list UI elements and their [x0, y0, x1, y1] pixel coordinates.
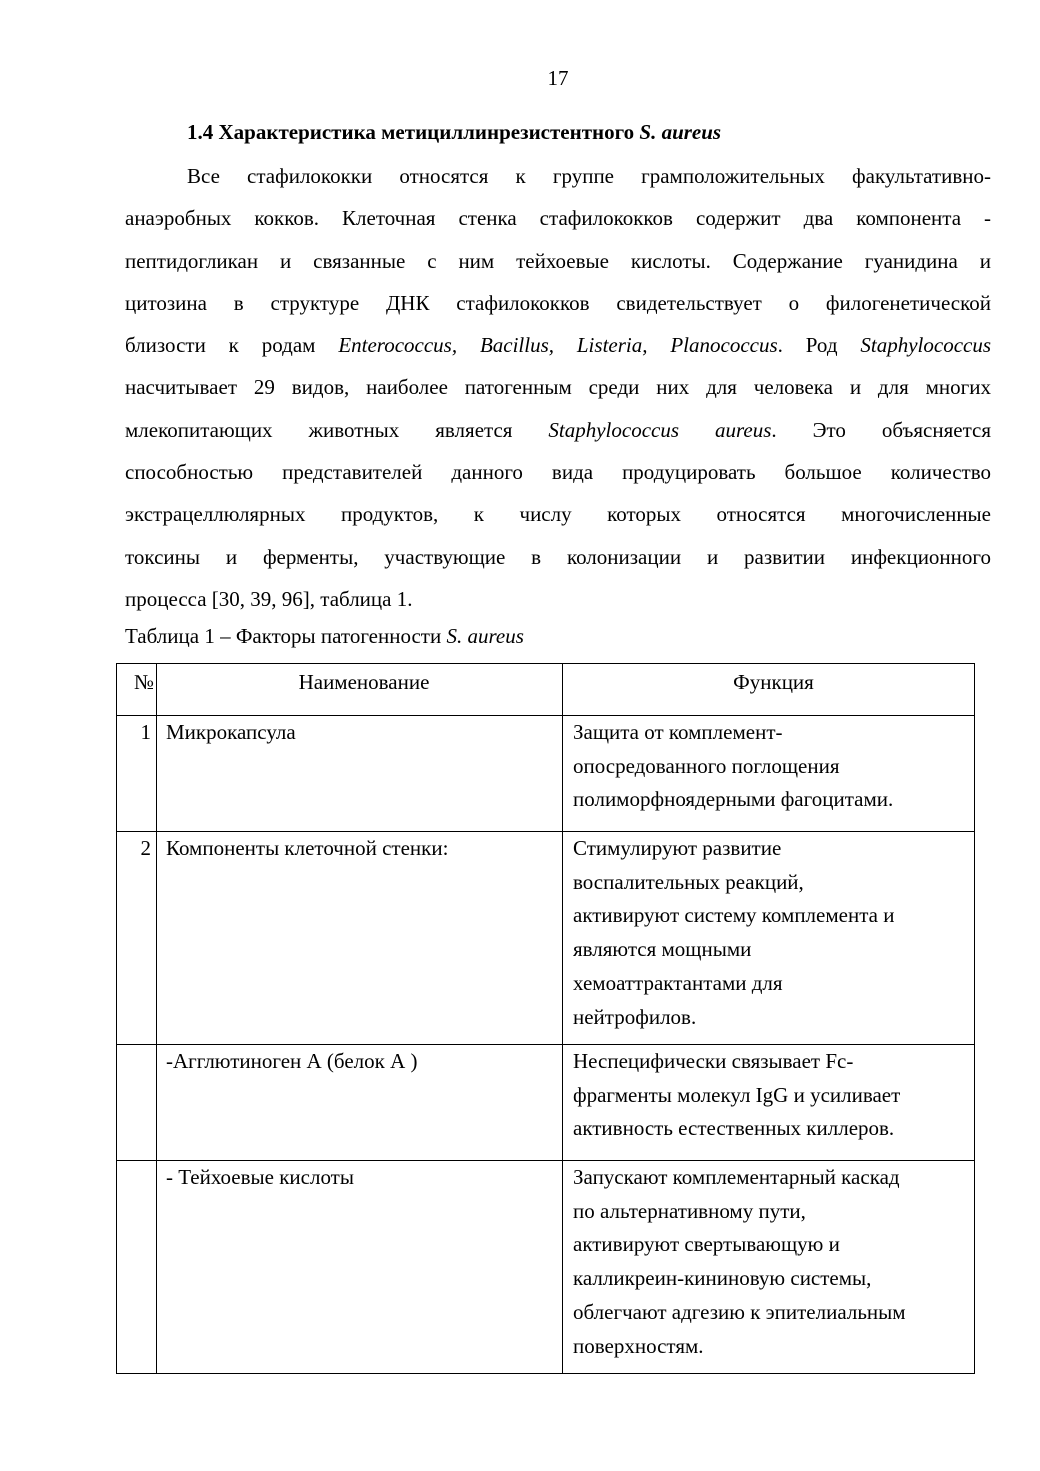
row-number [117, 1161, 157, 1374]
body-paragraph [125, 155, 991, 620]
paragraph-line: процесса [30, 39, 96], таблица 1. [125, 586, 413, 611]
paragraph-line: способностью представителей данного вида продуцировать большое количество [125, 460, 991, 485]
paragraph-line: анаэробных кокков. Клеточная стенка стафилококков содержит два компонента - [125, 206, 991, 231]
function-line: фрагменты молекул IgG и усиливает [573, 1082, 901, 1107]
paragraph-line [125, 324, 991, 366]
paragraph-text: млекопитающих животных является [125, 417, 549, 442]
function-line: Стимулируют развитие [573, 836, 782, 860]
paragraph-line: насчитывает 29 видов, наиболее патогенным среди них для человека и для многих [125, 375, 991, 400]
row-function [563, 832, 975, 1045]
row-function [563, 1045, 975, 1161]
function-line: Запускают комплементарный каскад [573, 1165, 900, 1189]
paragraph-line: пептидогликан и связанные с ним тейхоевые кислоты. Содержание гуанидина и [125, 248, 991, 273]
header-name: Наименование [157, 664, 563, 716]
function-line: активность естественных киллеров. [573, 1116, 895, 1141]
function-line: Неспецифически связывает Fc- [573, 1049, 854, 1073]
section-heading-text: 1.4 Характеристика метициллинрезистентного [187, 120, 640, 144]
paragraph-text: близости к родам [125, 333, 339, 358]
function-line: активируют свертывающую и [573, 1232, 840, 1257]
row-name: - Тейхоевые кислоты [157, 1161, 563, 1374]
function-line: по альтернативному пути, [573, 1198, 806, 1223]
row-name: Микрокапсула [157, 716, 563, 832]
paragraph-line: Все стафилококки относятся к группе грамположительных факультативно- [187, 164, 991, 188]
paragraph-line: цитозина в структуре ДНК стафилококков свидетельствует о филогенетической [125, 290, 991, 315]
row-name: -Агглютиноген А (белок А ) [157, 1045, 563, 1161]
table-caption-italic: S. aureus [446, 624, 524, 648]
species-name: Staphylococcus aureus [548, 417, 772, 442]
table-row [117, 716, 975, 832]
row-name: Компоненты клеточной стенки: [157, 832, 563, 1045]
table-row [117, 832, 975, 1045]
function-line: поверхностям. [573, 1333, 704, 1358]
function-line: Защита от комплемент- [573, 720, 783, 744]
row-function [563, 716, 975, 832]
function-line: нейтрофилов. [573, 1004, 697, 1029]
function-line: опосредованного поглощения [573, 753, 840, 778]
table-row [117, 1045, 975, 1161]
function-line: являются мощными [573, 937, 752, 962]
function-line: хемоаттрактантами для [573, 970, 783, 995]
section-heading-italic: S. aureus [639, 120, 722, 144]
pathogenicity-factors-table [116, 663, 975, 1374]
paragraph-text: . Это объясняется [771, 417, 991, 442]
function-line: воспалительных реакций, [573, 869, 804, 894]
function-line: калликреин-кининовую системы, [573, 1266, 872, 1291]
table-caption-text: Таблица 1 – Факторы патогенности [125, 624, 447, 648]
row-number: 2 [117, 832, 157, 1045]
paragraph-text: . Род [777, 333, 861, 358]
page-number: 17 [547, 66, 569, 90]
function-line: активируют систему комплемента и [573, 903, 895, 928]
table-header-row [117, 664, 975, 716]
table-caption [125, 620, 524, 652]
genus-name: Staphylococcus [860, 333, 992, 358]
function-line: облегчают адгезию к эпителиальным [573, 1299, 906, 1324]
table-row [117, 1161, 975, 1374]
section-heading [187, 114, 721, 150]
paragraph-line: токсины и ферменты, участвующие в колонизации и развитии инфекционного [125, 544, 991, 569]
genera-list: Enterococcus, Bacillus, Listeria, Planococcus [338, 333, 778, 358]
paragraph-line [125, 409, 991, 451]
row-function [563, 1161, 975, 1374]
header-num: № [117, 664, 157, 716]
header-function: Функция [563, 664, 975, 716]
function-line: полиморфноядерными фагоцитами. [573, 787, 894, 812]
row-number [117, 1045, 157, 1161]
row-number: 1 [117, 716, 157, 832]
paragraph-line: экстрацеллюлярных продуктов, к числу которых относятся многочисленные [125, 502, 991, 527]
